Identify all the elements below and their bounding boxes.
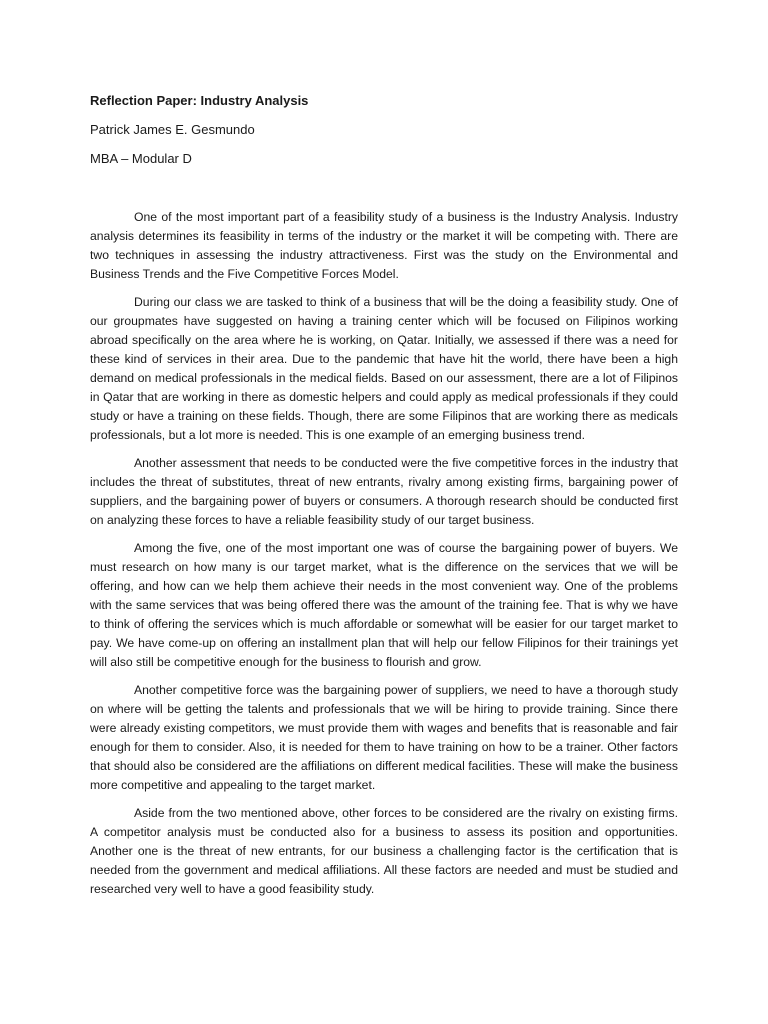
paragraph-2: During our class we are tasked to think of a business that will be the doing a feasibility study. One of our groupmates have suggested on having a training center which will be focused on Filipinos working abroad specifically on the area where he is working, on Qatar. Initially, we assessed if there was a need for these kind of services in their area. Due to the pandemic that have hit the world, there have been a high demand on medical professionals in the medical fields. Based on our assessment, there are a lot of Filipinos in Qatar that are working in there as domestic helpers and could apply as medical professionals if they could study or have a training on these fields. Though, there are some Filipinos that are working there as medicals professionals, but a lot more is needed. This is one example of an emerging business trend.: [90, 295, 678, 442]
document-body: [90, 208, 678, 908]
paragraph-5: Another competitive force was the bargaining power of suppliers, we need to have a thorough study on where will be getting the talents and professionals that we will be hiring to provide training. Since there were already existing competitors, we must provide them with wages and benefits that is reasonable and fair enough for them to consider. Also, it is needed for them to have training on how to be a trainer. Other factors that should also be considered are the affiliations on different medical facilities. These will make the business more competitive and appealing to the target market.: [90, 683, 678, 792]
paragraph-6: Aside from the two mentioned above, other forces to be considered are the rivalry on existing firms. A competitor analysis must be conducted also for a business to assess its position and opportunities. Another one is the threat of new entrants, for our business a challenging factor is the certification that is needed from the government and medical affiliations. All these factors are needed and must be studied and researched very well to have a good feasibility study.: [90, 806, 678, 896]
paragraph-1: One of the most important part of a feasibility study of a business is the Industry Analysis. Industry analysis determines its feasibility in terms of the industry or the market it will be competing with. There are two techniques in assessing the industry attractiveness. First was the study on the Environmental and Business Trends and the Five Competitive Forces Model.: [90, 210, 678, 281]
paragraph-4: Among the five, one of the most important one was of course the bargaining power of buyers. We must research on how many is our target market, what is the difference on the services that we will be offering, and how can we help them achieve their needs in the most convenient way. One of the problems with the same services that was being offered there was the amount of the training fee. That is why we have to think of offering the services which is much affordable or somewhat will be easier for our target market to pay. We have come-up on offering an installment plan that will help our fellow Filipinos for their trainings yet will also still be competitive enough for the business to flourish and grow.: [90, 541, 678, 669]
paragraph-3: Another assessment that needs to be conducted were the five competitive forces in the industry that includes the threat of substitutes, threat of new entrants, rivalry among existing firms, bargaining power of suppliers, and the bargaining power of buyers or consumers. A thorough research should be conducted first on analyzing these forces to have a reliable feasibility study of our target business.: [90, 456, 678, 527]
author-name: Patrick James E. Gesmundo: [90, 122, 255, 137]
course-name: MBA – Modular D: [90, 151, 192, 166]
document-title: Reflection Paper: Industry Analysis: [90, 93, 309, 108]
